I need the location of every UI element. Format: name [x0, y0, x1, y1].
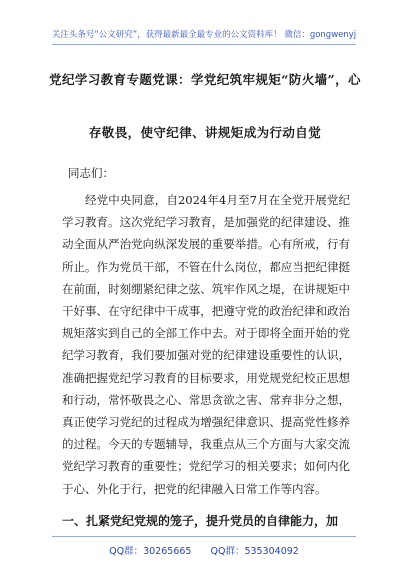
header-divider: [52, 44, 356, 45]
header-notice: 关注头条号“公文研究”，获得最新最全最专业的公文资料库！ 微信：gongwenyj: [51, 30, 357, 40]
section-heading: 一、扎紧党纪党规的笼子，提升党员的自律能力，加: [62, 514, 339, 528]
salutation: 同志们：: [68, 166, 114, 180]
document-title-line1: 党纪学习教育专题党课：学党纪筑牢规矩“防火墙”，心: [49, 72, 361, 87]
footer-divider: [52, 536, 356, 537]
footer-qq-group-1: QQ群：30265665: [109, 546, 192, 557]
document-title-line2: 存敬畏，使守纪律、讲规矩成为行动自觉: [88, 125, 322, 140]
footer: [0, 543, 408, 557]
footer-qq-group-2: QQ群：535304092: [210, 546, 299, 557]
document-body: [62, 189, 350, 500]
body-paragraph: 经党中央同意，自2024年4月至7月在全党开展党纪学习教育。这次党纪学习教育，是加强党的纪律建设、推动全面从严治党向纵深发展的重要举措。心有所戒，行有所止。作为党员干部，不管在什么岗位，都应当把纪律挺在前面，时刻绷紧纪律之弦、筑牢作风之堤，在讲规矩中干好事、在守纪律中干成事，把遵守党的政治纪律和政治规矩落实到自己的全部工作中去。对于即将全面开始的党纪学习教育，我们要加强对党的纪律建设重要性的认识，准确把握党纪学习教育的目标要求，用党规党纪校正思想和行动，常怀敬畏之心、常思贪欲之害、常弃非分之想，真正使学习党纪的过程成为增强纪律意识、提高党性修养的过程。今天的专题辅导，我重点从三个方面与大家交流党纪学习教育的重要性；党纪学习的相关要求；如何内化于心、外化于行，把党的纪律融入日常工作等内容。: [62, 193, 350, 496]
